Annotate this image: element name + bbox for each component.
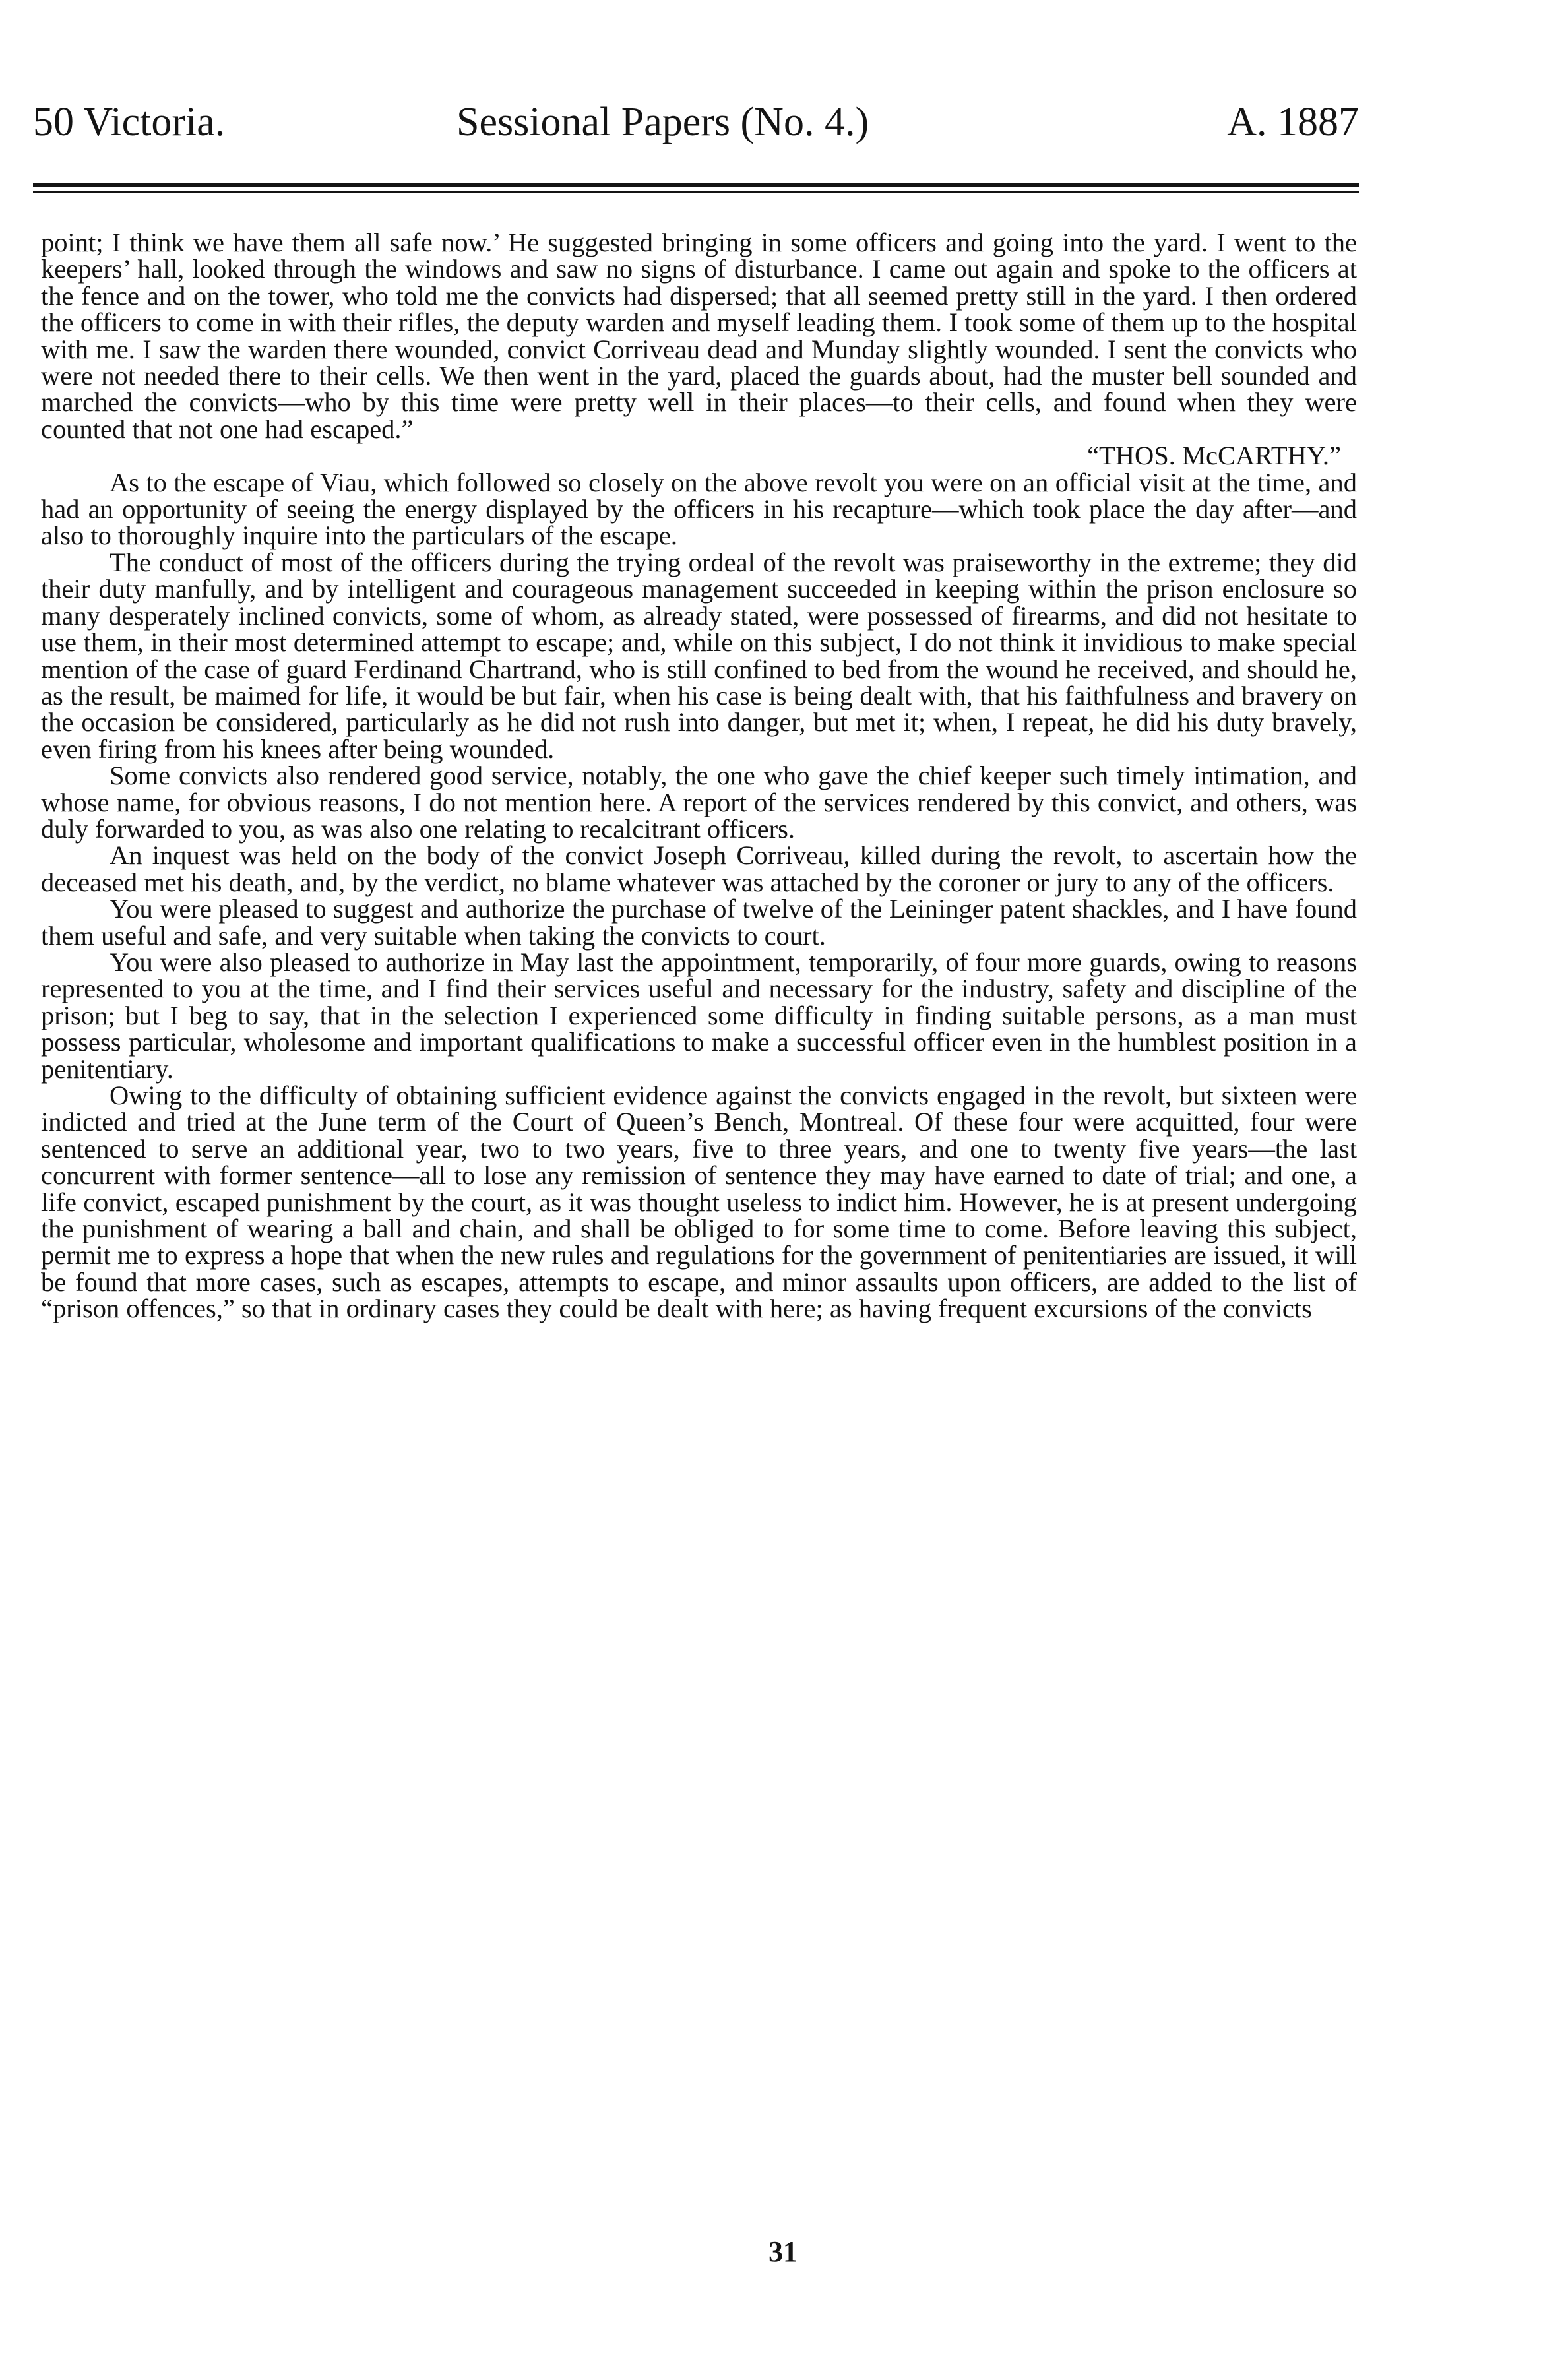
paragraph-trials: Owing to the difficulty of obtaining sufficient evidence against the convicts engaged in the revolt, but sixteen were indicted and tried at the June term of the Court of Queen’s Bench, Montreal. Of these four were acquitted, four were sentenced to serve an additional year, two to two years, five to three years, and one to twenty five years—the last concurrent with former sentence—all to lose any remission of sentence they may have earned to date of trial; and one, a life convict, escaped punishment by the court, as it was thought useless to indict him. However, he is at present undergoing the punishment of wearing a ball and chain, and shall be obliged to for some time to come. Before leaving this subject, permit me to express a hope that when the new rules and regulations for the government of penitentiaries are issued, it will be found that more cases, such as escapes, attempts to escape, and minor assaults upon officers, are added to the list of “prison offences,” so that in ordinary cases they could be dealt with here; as having frequent excursions of the convicts bbox=[41, 1080, 1357, 1324]
signature: “THOS. McCARTHY.” bbox=[1087, 441, 1341, 471]
header-sessional-papers: Sessional Papers (No. 4.) bbox=[456, 100, 869, 144]
paragraph-convicts-service: Some convicts also rendered good service, notably, the one who gave the chief keeper such timely intimation, and whose name, for obvious reasons, I do not mention here. A report of the services rendered by this convict, and others, was duly forwarded to you, as was also one relating to recalcitrant officers. bbox=[41, 761, 1357, 844]
running-header bbox=[33, 92, 1359, 152]
header-session: 50 Victoria. bbox=[33, 100, 226, 144]
paragraph-shackles: You were pleased to suggest and authorize the purchase of twelve of the Leininger patent shackles, and I have found them useful and safe, and very suitable when taking the convicts to court. bbox=[41, 894, 1357, 951]
paragraph-inquest: An inquest was held on the body of the convict Joseph Corriveau, killed during the revolt, to ascertain how the deceased met his death, and, by the verdict, no blame whatever was attached by the coroner or jury to any of the officers. bbox=[41, 840, 1357, 897]
header-rule-thick bbox=[33, 183, 1359, 187]
body-text bbox=[41, 230, 1357, 1323]
paragraph-guards: You were also pleased to authorize in May last the appointment, temporarily, of four more guards, owing to reasons represented to you at the time, and I find their services useful and necessary for the industry, safety and discipline of the prison; but I beg to say, that in the selection I experienced some difficulty in finding suitable persons, as a man must possess particular, wholesome and important qualifications to make a successful officer even in the humblest position in a penitentiary. bbox=[41, 947, 1357, 1084]
header-year: A. 1887 bbox=[1227, 100, 1359, 144]
header-rule-thin bbox=[33, 191, 1359, 193]
paragraph-continuation: point; I think we have them all safe now.’ He suggested bringing in some officers and going into the yard. I went to the keepers’ hall, looked through the windows and saw no signs of disturbance. I came out again and spoke to the officers at the fence and on the tower, who told me the convicts had dispersed; that all seemed pretty still in the yard. I then ordered the officers to come in with their rifles, the deputy warden and myself leading them. I took some of them up to the hospital with me. I saw the warden there wounded, convict Corriveau dead and Munday slightly wounded. I sent the convicts who were not needed there to their cells. We then went in the yard, placed the guards about, had the muster bell sounded and marched the convicts—who by this time were pretty well in their places—to their cells, and found when they were counted that not one had escaped.” bbox=[41, 228, 1357, 444]
page-number: 31 bbox=[768, 2236, 798, 2268]
paragraph-viau-escape: As to the escape of Viau, which followed so closely on the above revolt you were on an official visit at the time, and had an opportunity of seeing the energy displayed by the officers in his recapture—which took place the day after—and also to thoroughly inquire into the particulars of the escape. bbox=[41, 467, 1357, 551]
paragraph-officers-conduct: The conduct of most of the officers during the trying ordeal of the revolt was praiseworthy in the extreme; they did their duty manfully, and by intelligent and courageous management succeeded in keeping within the prison enclosure so many desperately inclined convicts, some of whom, as already stated, were possessed of firearms, and did not hesitate to use them, in their most determined attempt to escape; and, while on this subject, I do not think it invidious to make special mention of the case of guard Ferdinand Chartrand, who is still confined to bed from the wound he received, and should he, as the result, be maimed for life, it would be but fair, when his case is being dealt with, that his faithfulness and bravery on the occasion be considered, particularly as he did not rush into danger, but met it; when, I repeat, he did his duty bravely, even firing from his knees after being wounded. bbox=[41, 547, 1357, 764]
